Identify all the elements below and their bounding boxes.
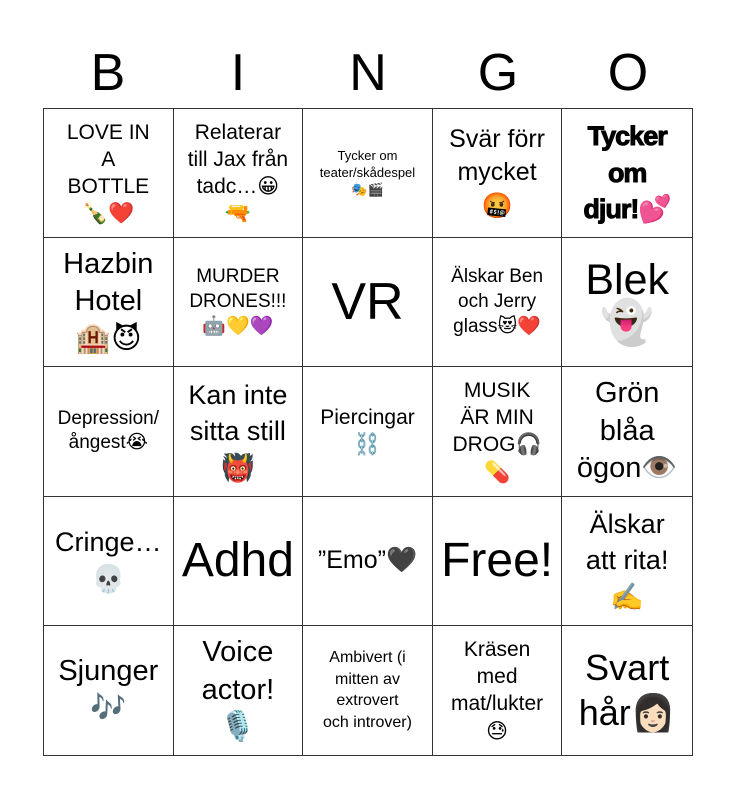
bingo-cell[interactable] (174, 109, 304, 238)
header-letter-g: G (477, 44, 519, 102)
bingo-cell[interactable] (303, 109, 433, 238)
bingo-board (43, 108, 693, 756)
bingo-cell[interactable] (562, 626, 692, 755)
cell-text: Älskar att rita! ✍️ (585, 509, 669, 612)
cell-text: Free! (441, 533, 554, 587)
header-letter-b: B (90, 44, 126, 102)
bingo-cell[interactable] (303, 367, 433, 496)
cell-text: Älskar Ben och Jerry glass😻❤️ (451, 266, 544, 337)
cell-text: Piercingar ⛓️ (320, 406, 415, 457)
bingo-cell[interactable] (44, 109, 174, 238)
cell-text: Kan inte sitta still 👹 (188, 379, 288, 483)
header-letter-n: N (349, 44, 387, 102)
bingo-cell[interactable] (433, 238, 563, 367)
bingo-cell[interactable] (433, 626, 563, 755)
cell-text: LOVE IN A BOTTLE 🍾❤️ (66, 120, 150, 226)
cell-text: Adhd (181, 533, 294, 587)
header-letter-o: O (607, 44, 649, 102)
bingo-cell[interactable] (433, 497, 563, 626)
cell-text: ”Emo”🖤 (317, 546, 418, 575)
bingo-cell[interactable] (44, 367, 174, 496)
cell-text: Grön blåa ögon👁️ (576, 376, 678, 485)
cell-text: VR (331, 273, 404, 332)
cell-text: Tycker om djur!💕 (583, 121, 671, 225)
bingo-cell[interactable] (174, 626, 304, 755)
bingo-cell[interactable] (303, 626, 433, 755)
bingo-cell[interactable] (562, 238, 692, 367)
cell-text: Voice actor! 🎙️ (201, 635, 275, 744)
bingo-header (43, 38, 693, 108)
header-letter-i: I (230, 44, 246, 102)
bingo-cell[interactable] (303, 238, 433, 367)
bingo-cell[interactable] (433, 109, 563, 238)
bingo-cell[interactable] (174, 238, 304, 367)
cell-text: Depression/ ångest😭 (57, 407, 159, 454)
bingo-cell[interactable] (433, 367, 563, 496)
cell-text: Svär förr mycket 🤬 (449, 125, 546, 220)
cell-text: MURDER DRONES!!! 🤖💛💜 (189, 266, 287, 337)
cell-text: Ambivert (i mitten av extrovert och introver) (323, 649, 412, 731)
cell-text: Cringe… 💀 (55, 527, 162, 594)
bingo-cell[interactable] (44, 626, 174, 755)
cell-text: Tycker om teater/skådespel 🎭🎬 (319, 147, 416, 197)
bingo-cell[interactable] (562, 109, 692, 238)
cell-text: Svart hår👩🏻 (578, 647, 676, 734)
bingo-cell[interactable] (44, 497, 174, 626)
bingo-cell[interactable] (174, 367, 304, 496)
cell-text: Blek 👻 (585, 256, 670, 348)
cell-text: Kräsen med mat/lukter 😓 (450, 637, 544, 743)
cell-text: MUSIK ÄR MIN DROG🎧 💊 (452, 378, 542, 484)
bingo-cell[interactable] (303, 497, 433, 626)
bingo-cell[interactable] (44, 238, 174, 367)
bingo-cell[interactable] (562, 367, 692, 496)
cell-text: Hazbin Hotel 🏨😈 (63, 247, 154, 356)
cell-text: Relaterar till Jax från tadc…😀 🔫 (187, 120, 289, 226)
bingo-cell[interactable] (562, 497, 692, 626)
cell-text: Sjunger 🎶 (58, 654, 159, 725)
bingo-cell[interactable] (174, 497, 304, 626)
